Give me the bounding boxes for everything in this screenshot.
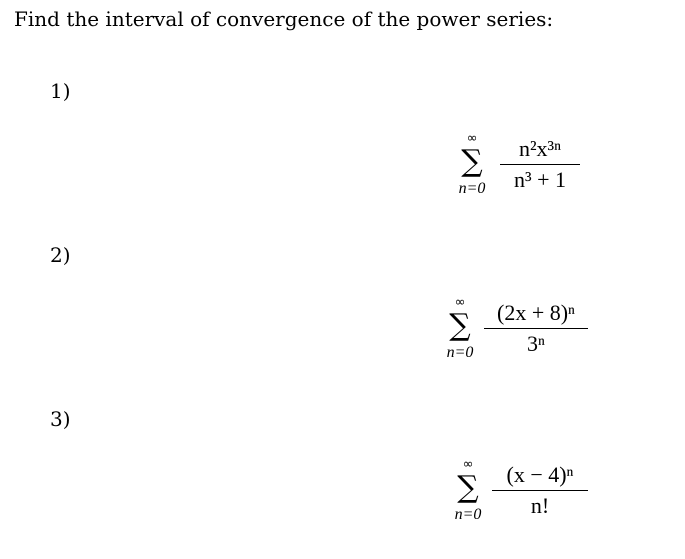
sum-lower-limit: n=0 [446,344,474,361]
problem-1-number: 1) [50,79,71,103]
sigma-symbol: ∑ [457,470,479,505]
sum-lower-limit: n=0 [458,180,486,197]
sum-upper-limit: ∞ [466,131,478,146]
numerator: (x − 4)ⁿ [506,462,574,487]
page-title: Find the interval of convergence of the power series: [14,7,554,31]
sum-upper-limit: ∞ [454,295,466,310]
denominator: n³ + 1 [513,167,566,193]
fraction-bar [484,328,588,329]
summation-operator [440,296,480,396]
summation-operator [452,132,492,232]
sum-upper-limit: ∞ [462,457,474,472]
sum-lower-limit: n=0 [454,506,482,523]
sigma-symbol: ∑ [449,308,471,343]
problem-3-number: 3) [50,407,71,431]
denominator: 3ⁿ [527,331,545,357]
numerator: n²x³ⁿ [518,136,562,161]
fraction-bar [492,490,588,491]
numerator: (2x + 8)ⁿ [497,300,575,325]
denominator: n! [530,493,550,519]
fraction [492,462,588,519]
summation-operator [448,458,488,558]
sigma-symbol: ∑ [461,144,483,179]
fraction-bar [500,164,580,165]
problem-2-number: 2) [50,243,71,267]
fraction [500,136,580,193]
fraction [484,300,588,357]
